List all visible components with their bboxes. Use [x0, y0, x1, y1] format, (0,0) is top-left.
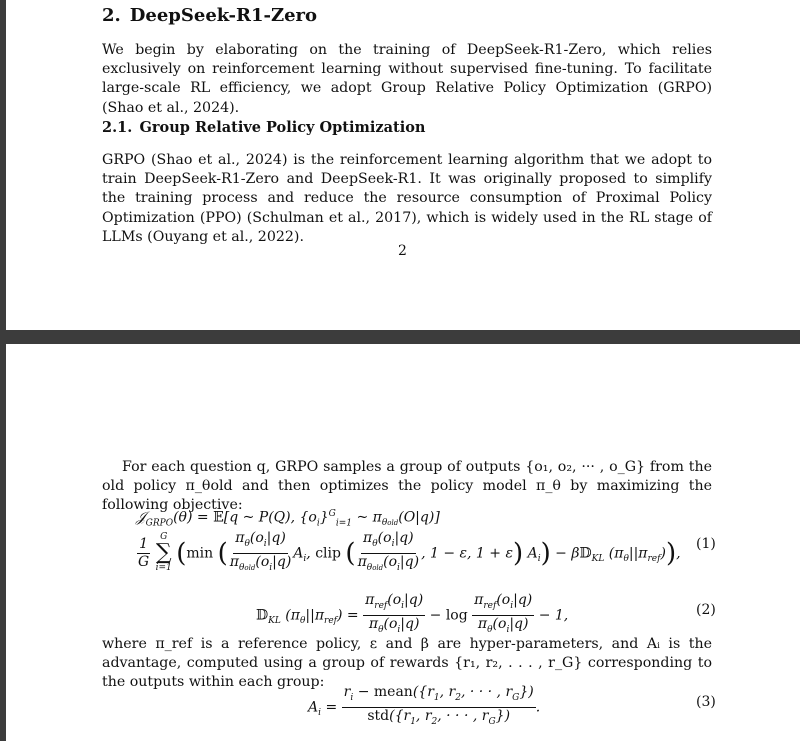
equation-3: $A_i$ = $\frac{r_i - mean(\{r_1, r_2, \cdot \cdot \cdot , r_G\})}{std(\{r_1, r_2, \cdot \cdot \cdot , r_G\})}$ .: [308, 684, 541, 727]
document-page-2: [6, 344, 800, 741]
equation-2-number: (2): [696, 602, 716, 618]
equation-1-number: (1): [696, 536, 716, 552]
equation-2: 𝔻$_{KL}$ $(\pi_\theta||\pi_{ref})$ = $\frac{\pi_{ref}(o_i|q)}{\pi_\theta(o_i|q)}$ − log $\frac{\pi_{ref}(o_i|q)}{\pi_\theta(o_i|q)}$ − 1,: [256, 592, 569, 635]
equation-1-line-2: $\frac{1}{G}$ G ∑ i=1 (min ( $\frac{\pi_\theta(o_i|q)}{\pi_{\theta old}(o_i|q)}$ $A_i$, clip ( $\frac{\pi_\theta(o_i|q)}{\pi_{\theta old}(o_i|q)}$ , 1 − ε, 1 + ε) $A_i$) − β𝔻$_{KL}$ $(\pi_\theta||\pi_{ref})$),: [138, 530, 681, 574]
equation-1-line-1: 𝒥$_{GRPO}$(θ) = 𝔼[q ~ P(Q), $\{o_i\}^G_{i=1}$ ~ $\pi_{\theta old}(O|q)$]: [136, 509, 440, 529]
page-gap: [0, 330, 800, 344]
equation-3-number: (3): [696, 694, 716, 710]
page-number: 2: [398, 243, 407, 259]
subsection-title: 2.1. Group Relative Policy Optimization: [102, 119, 426, 136]
intro-paragraph: We begin by elaborating on the training of DeepSeek-R1-Zero, which relies exclusively on reinforcement learning without supervised fine-tuning. To facilitate large-scale RL efficiency, we adopt Group Relative Policy Optimization (GRPO) (Shao et al., 2024).: [102, 42, 712, 116]
grpo-paragraph: GRPO (Shao et al., 2024) is the reinforcement learning algorithm that we adopt to train DeepSeek-R1-Zero and DeepSeek-R1. It was originally proposed to simplify the training process and reduce the resource consumption of Proximal Policy Optimization (PPO) (Schulman et al., 2017), which is widely used in the RL stage of LLMs (Ouyang et al., 2022).: [102, 152, 712, 245]
objective-lead-paragraph: For each question q, GRPO samples a group of outputs {o₁, o₂, ··· , o_G} from the old policy π_θold and then optimizes the policy model π_θ by maximizing the following objective:: [102, 459, 712, 514]
section-title: 2. DeepSeek-R1-Zero: [102, 5, 318, 26]
document-page-1: [6, 0, 800, 330]
advantage-paragraph: where π_ref is a reference policy, ε and β are hyper-parameters, and Aᵢ is the advantage, computed using a group of rewards {r₁, r₂, . . . , r_G} corresponding to the outputs within each group:: [102, 636, 712, 691]
